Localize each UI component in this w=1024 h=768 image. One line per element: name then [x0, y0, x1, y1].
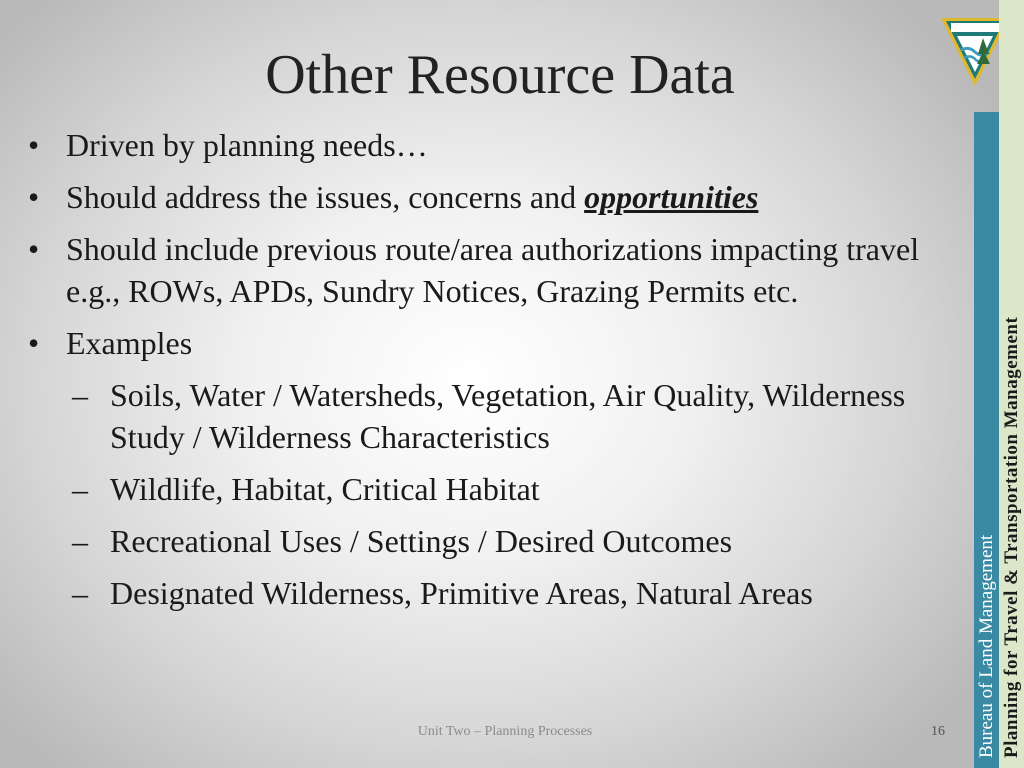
sub-bullet-text: Recreational Uses / Settings / Desired Outcomes	[110, 523, 733, 559]
bullet-list	[28, 124, 963, 624]
bullet-marker: •	[28, 231, 40, 267]
sub-bullet-marker: –	[72, 575, 88, 611]
bullet-item	[28, 176, 963, 218]
sub-bullet-text: Soils, Water / Watersheds, Vegetation, Air Quality, Wilderness Study / Wilderness Characteristics	[110, 377, 906, 455]
sub-bullet-marker: –	[72, 471, 88, 507]
sub-bullet-item	[66, 468, 963, 510]
sub-bullet-item	[66, 572, 963, 614]
bullet-text: Should include previous route/area authorizations impacting travel e.g., ROWs, APDs, Sundry Notices, Grazing Permits etc.	[66, 231, 920, 309]
bullet-item	[28, 228, 963, 312]
sub-bullet-text: Wildlife, Habitat, Critical Habitat	[110, 471, 540, 507]
sidebar-agency-label: Bureau of Land Management	[976, 534, 997, 758]
sidebar-course-label: Planning for Travel & Transportation Management	[1001, 316, 1022, 758]
sub-bullet-item	[66, 520, 963, 562]
bullet-item	[28, 322, 963, 614]
sub-bullet-marker: –	[72, 377, 88, 413]
bullet-emphasis: opportunities	[584, 179, 759, 215]
bullet-marker: •	[28, 127, 40, 163]
bullet-marker: •	[28, 179, 40, 215]
page-number: 16	[931, 724, 945, 739]
sub-bullet-marker: –	[72, 523, 88, 559]
sub-bullet-list	[66, 374, 963, 614]
slide-title: Other Resource Data	[265, 44, 735, 106]
footer-text: Unit Two – Planning Processes	[417, 724, 593, 739]
bullet-text: Driven by planning needs…	[66, 127, 428, 163]
bullet-text: Examples	[66, 325, 193, 361]
sub-bullet-text: Designated Wilderness, Primitive Areas, Natural Areas	[110, 575, 813, 611]
bullet-item	[28, 124, 963, 166]
bullet-text: Should address the issues, concerns and	[66, 179, 585, 215]
bullet-marker: •	[28, 325, 40, 361]
sub-bullet-item	[66, 374, 963, 458]
